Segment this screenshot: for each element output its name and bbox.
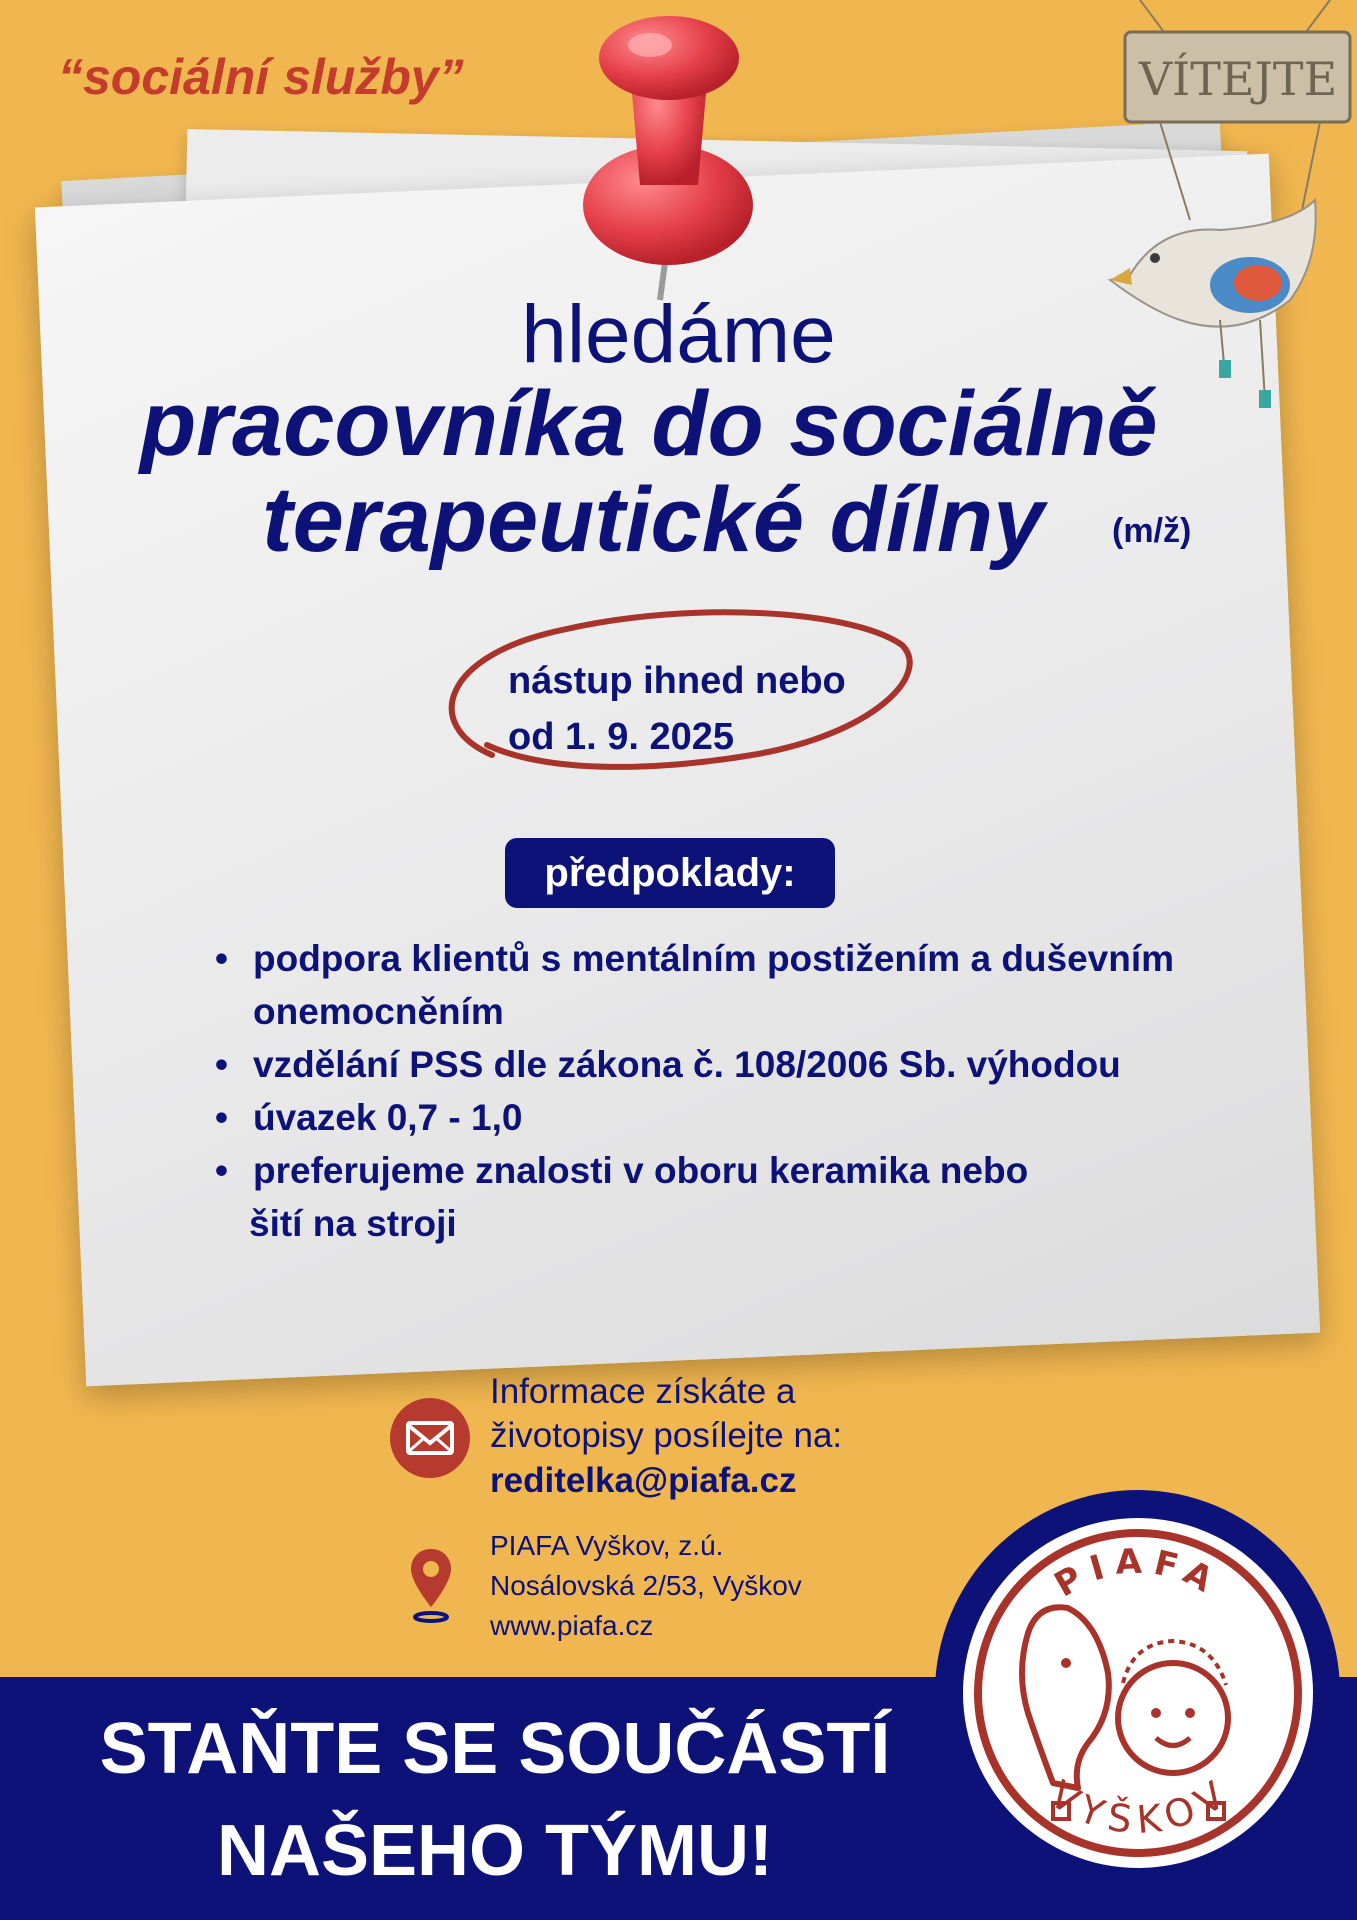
requirement-text: • preferujeme znalosti v oboru keramika nebo bbox=[253, 1150, 1029, 1191]
job-title-line1: pracovníka do sociálně bbox=[140, 373, 1158, 475]
logo-text-top: PIAFA bbox=[1047, 1541, 1228, 1606]
requirement-item bbox=[215, 1038, 1275, 1091]
requirements-list bbox=[215, 932, 1275, 1250]
organization-name: PIAFA Vyškov, z.ú. bbox=[490, 1530, 724, 1561]
gender-suffix: (m/ž) bbox=[1112, 512, 1192, 550]
start-date-line1: nástup ihned nebo bbox=[508, 660, 846, 702]
tagline: “sociální služby” bbox=[58, 49, 464, 105]
cta-line1: STAŇTE SE SOUČÁSTÍ bbox=[99, 1709, 891, 1789]
push-pin-icon bbox=[580, 10, 780, 310]
sign-text: VÍTEJTE bbox=[1138, 52, 1338, 106]
contact-email-link[interactable]: reditelka@piafa.cz bbox=[490, 1461, 797, 1500]
requirement-text: • podpora klientů s mentálním postižením a duševním bbox=[253, 938, 1175, 979]
requirement-text-cont: šití na stroji bbox=[249, 1203, 457, 1244]
requirement-text: • úvazek 0,7 - 1,0 bbox=[253, 1097, 523, 1138]
requirement-item bbox=[215, 1144, 1275, 1250]
website-link[interactable]: www.piafa.cz bbox=[490, 1610, 654, 1641]
cta-line2: NAŠEHO TÝMU! bbox=[217, 1811, 773, 1891]
mail-icon bbox=[390, 1398, 470, 1478]
piafa-logo bbox=[958, 1513, 1318, 1873]
heading-intro: hledáme bbox=[521, 289, 836, 380]
requirement-item bbox=[215, 1091, 1275, 1144]
street-address: Nosálovská 2/53, Vyškov bbox=[490, 1570, 802, 1601]
job-title-line2: terapeutické dílny bbox=[262, 469, 1045, 571]
requirements-label: předpoklady: bbox=[505, 838, 835, 908]
contact-text-line2: životopisy posílejte na: bbox=[490, 1416, 843, 1455]
start-date-line2: od 1. 9. 2025 bbox=[508, 716, 735, 758]
location-pin-icon bbox=[408, 1545, 454, 1625]
requirement-text: • vzdělání PSS dle zákona č. 108/2006 Sb. výhodou bbox=[253, 1044, 1121, 1085]
requirement-text-cont: onemocněním bbox=[253, 991, 504, 1032]
requirement-item bbox=[215, 932, 1275, 1038]
contact-text-line1: Informace získáte a bbox=[490, 1372, 796, 1411]
logo-text-bottom: VYŠKOV bbox=[1042, 1772, 1234, 1843]
